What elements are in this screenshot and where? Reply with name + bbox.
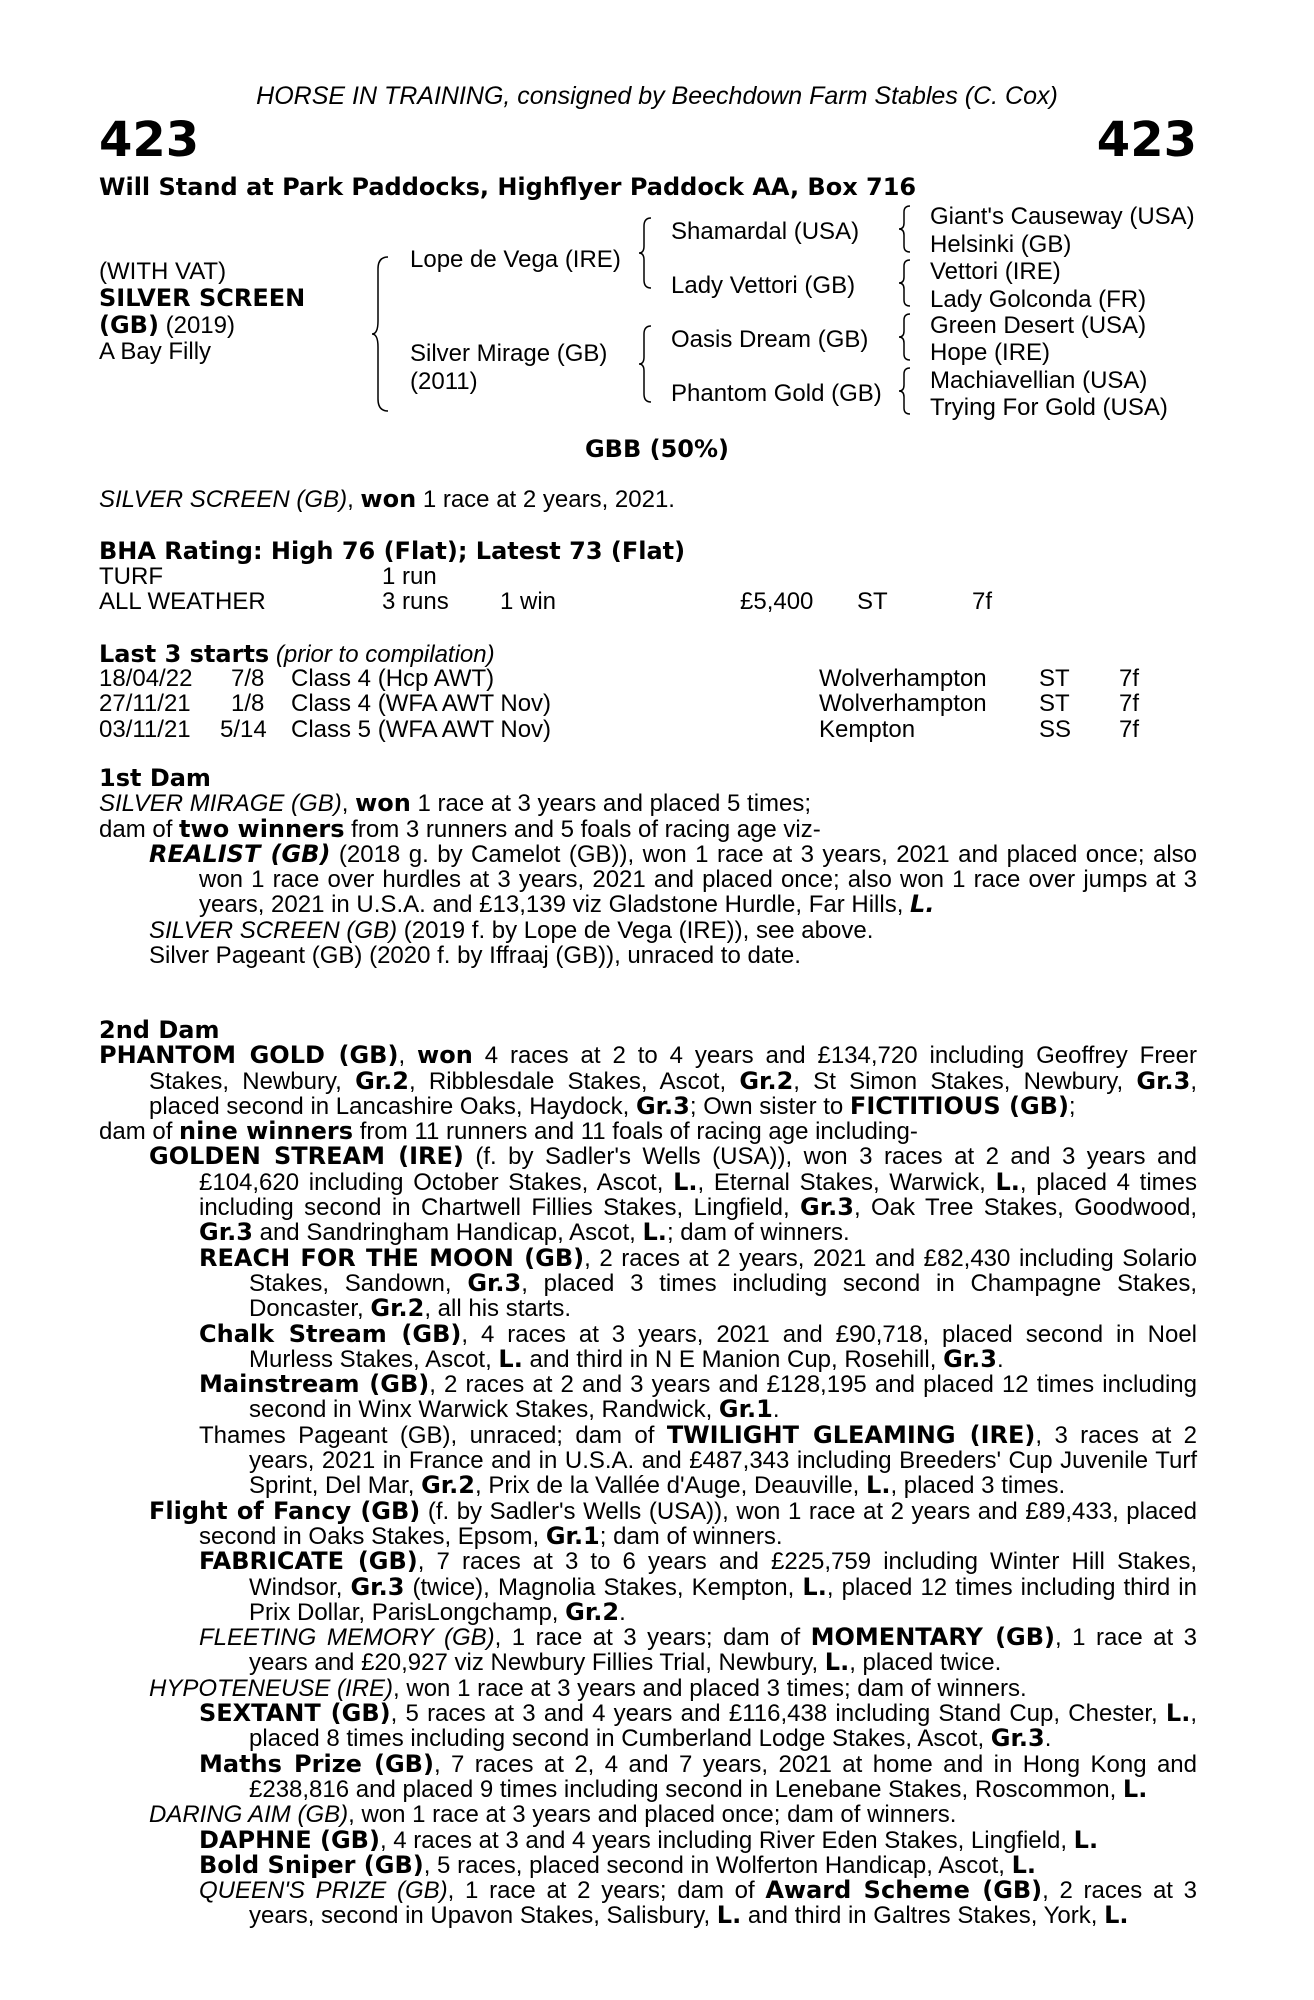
text-segment: L. [673,1167,698,1196]
text-segment: , 4 races at 3 and 4 years including River Eden Stakes, Lingfield, [379,1826,1074,1854]
dam-entry [99,1625,1197,1676]
dam-entry [99,1144,1197,1245]
last-starts-title: Last 3 starts [99,640,270,668]
dam-entry [99,1549,1197,1625]
dam-entry [99,1496,1198,1550]
text-segment: L. [716,1901,742,1930]
aw-runs: 3 runs [382,588,449,615]
lot-number-left: 423 [99,112,200,168]
horse-year: (2019) [165,312,235,339]
text-segment: , Prix de la Vallée d'Auge, Deauville, [475,1472,867,1500]
dam-entry [99,1372,1197,1423]
aw-wins: 1 win [500,588,557,615]
table-row [99,665,1199,690]
lot-number-right: 423 [1096,112,1197,168]
last-starts-note: (prior to compilation) [275,641,495,668]
second-dam-heading: 2nd Dam [99,1016,220,1044]
second-dam-section [99,1018,1197,1929]
text-segment: L. [1165,1699,1191,1728]
summary-won: won [360,485,417,513]
horse-description: A Bay Filly [99,338,212,365]
vat-note: (WITH VAT) [99,258,227,285]
summary-text: 1 race at 2 years, 2021. [416,486,675,513]
pedigree-brace-dam [637,324,655,404]
start-race: Class 4 (WFA AWT Nov) [291,690,552,718]
dam-entry [99,1043,1197,1119]
text-segment: , placed 3 times. [890,1472,1066,1500]
text-segment: Gr.2 [739,1066,794,1095]
progeny-record: (2018 g. by Camelot (GB)), won 1 race at 3 years, 2021 and placed once; also won 1 race over hurdles at 3 years, 2021 and placed once; also won 1 race over jumps at 3 years, 2021 in U.S.A. and £13,139 viz Gladstone Hurdle, Far Hills, [199,840,1197,919]
turf-runs: 1 run [382,563,437,590]
text-segment: , Oak Tree Stakes, Goodwood, [853,1194,1197,1222]
dam-entry [99,1749,1197,1803]
text-segment: Gr.3 [350,1572,405,1601]
dam-entry [99,1243,1197,1323]
text-segment: , won 1 race at 3 years and placed 3 times; dam of winners. [393,1674,1027,1702]
text-segment: , 2 races at 2 and 3 years and £128,195 and placed 12 times including second in Winx Warwick Stakes, Randwick, [249,1371,1198,1424]
text-segment: L. [866,1471,891,1500]
progeny-name: REALIST (GB) [149,839,331,868]
pedigree-dam-dam: Phantom Gold (GB) [671,380,882,407]
pedigree-brace-dd [897,366,913,416]
text-segment: Gr.3 [467,1268,522,1297]
start-date: 18/04/22 [99,665,193,692]
text-segment: GOLDEN STREAM (IRE) [149,1142,464,1171]
progeny-record: (2019 f. by Lope de Vega (IRE)), see above. [397,916,874,944]
pedigree-dds: Machiavellian (USA) [930,367,1148,394]
dam-name: SILVER MIRAGE (GB) [99,790,342,818]
text-segment: Gr.3 [943,1344,997,1373]
aw-prize: £5,400 [740,588,814,615]
dam-entry [99,1878,1197,1929]
text-segment: Thames Pageant (GB), unraced; dam of [199,1421,667,1449]
text-segment: ; dam of winners. [666,1219,850,1247]
text-segment: , 7 races at 3 to 6 years and £225,759 including Winter Hill Stakes, Windsor, [249,1548,1197,1601]
text-segment: (f. by Sadler's Wells (USA)), won 3 races at 2 and 3 years and £104,620 including October Stakes, Ascot, [199,1143,1197,1196]
horse-origin: (GB) [99,311,159,339]
text-segment: , won 1 race at 3 years and placed once; dam of winners. [348,1801,957,1829]
text-segment: , placed 3 times including second in Champagne Stakes, Doncaster, [249,1269,1197,1323]
text-segment: L. [995,1167,1020,1196]
start-course: Wolverhampton [819,665,987,692]
text-segment: , St Simon Stakes, Newbury, [793,1067,1137,1095]
pedigree-sire: Lope de Vega (IRE) [410,246,621,273]
dam-entry [99,1319,1198,1373]
text-segment: L. [642,1218,667,1247]
start-surface: ST [1039,665,1070,692]
turf-label: TURF [99,563,163,590]
horse-origin-year [99,311,235,340]
pedigree-sire-sire: Shamardal (USA) [671,218,860,245]
text-segment: , 2 races at 2 years, 2021 and £82,430 including Solario Stakes, Sandown, [249,1244,1197,1297]
text-segment: L. [802,1572,827,1601]
dam-entry [99,1802,1197,1827]
text-segment: ; dam of winners. [599,1522,783,1550]
first-dam-line: SILVER MIRAGE (GB), won 1 race at 3 years and placed 5 times; [99,789,812,818]
start-position: 7/8 [231,665,265,692]
text-segment: Flight of Fancy (GB) [149,1496,421,1525]
start-position: 5/14 [220,715,267,743]
dam-entry [99,1420,1197,1500]
pedigree-dam: Silver Mirage (GB) [410,340,608,367]
text-segment: FICTITIOUS (GB) [849,1091,1069,1120]
text-segment: Gr.2 [421,1471,475,1500]
start-surface: ST [1039,690,1070,718]
text-segment: , Eternal Stakes, Warwick, [697,1168,996,1196]
race-summary: SILVER SCREEN (GB), won 1 race at 2 years, 2021. [99,485,675,513]
pedigree-dam-year: (2011) [410,368,478,395]
gbb-percentage: GBB (50%) [584,435,730,463]
text-segment: DAPHNE (GB) [199,1825,380,1854]
aw-label: ALL WEATHER [99,588,266,615]
text-segment: Award Scheme (GB) [765,1876,1043,1905]
pedigree-sire-dam: Lady Vettori (GB) [671,272,856,299]
text-segment: , 1 race at 2 years; dam of [447,1877,766,1905]
text-segment: Gr.2 [355,1066,409,1095]
start-date: 27/11/21 [99,690,191,718]
text-segment: SEXTANT (GB) [199,1699,391,1728]
progeny-silver-screen [99,918,1197,943]
text-segment: L. [498,1344,523,1373]
text-segment: Gr.3 [800,1193,854,1222]
text-segment: (twice), Magnolia Stakes, Kempton, [404,1573,803,1601]
start-course: Wolverhampton [819,690,987,718]
pedigree-brace-sire [637,216,655,290]
dam-entry [99,1825,1197,1854]
text-segment: , placed second in Lancashire Oaks, Haydock, [149,1067,1197,1120]
text-segment: , placed 12 times including third in Prix Dollar, ParisLongchamp, [249,1573,1197,1626]
start-surface: SS [1039,715,1072,743]
text-segment: . [1044,1725,1052,1753]
dam-entry [99,1850,1197,1879]
pedigree-dsd: Hope (IRE) [930,339,1051,366]
text-segment: PHANTOM GOLD (GB) [99,1041,399,1070]
text-segment: Gr.1 [545,1521,600,1550]
text-segment: from 11 runners and 11 foals of racing age including- [353,1118,918,1146]
pedigree-dss: Green Desert (USA) [930,312,1147,339]
text-segment: and third in N E Manion Cup, Rosehill, [522,1345,944,1373]
text-segment: Mainstream (GB) [199,1370,430,1399]
text-segment: Gr.1 [718,1395,773,1424]
text-segment: HYPOTENEUSE (IRE) [149,1674,394,1702]
text-segment: , placed twice. [849,1649,1002,1677]
text-segment: , 3 races at 2 years, 2021 in France and in U.S.A. and £487,343 including Breeders' Cup Juvenile Turf Sprint, Del Mar, [249,1421,1197,1500]
winners-count: two winners [179,814,345,843]
text-segment: . [772,1396,780,1424]
first-dam-heading: 1st Dam [99,764,211,792]
text-segment: Gr.3 [199,1218,253,1247]
horse-name: SILVER SCREEN [99,284,306,312]
text-segment: Bold Sniper (GB) [199,1850,424,1879]
text-segment: MOMENTARY (GB) [810,1623,1055,1652]
consignment-line: HORSE IN TRAINING, consigned by Beechdown Farm Stables (C. Cox) [256,82,1058,110]
text-segment: , 2 races at 3 years, second in Upavon Stakes, Salisbury, [249,1877,1197,1930]
first-dam-progeny-line [99,814,1197,843]
text-segment: Gr.3 [635,1091,690,1120]
pedigree-brace-ss [897,204,913,254]
grade: L. [910,890,935,919]
text-segment: Maths Prize (GB) [199,1749,434,1778]
text-segment: and Sandringham Handicap, Ascot, [252,1219,643,1247]
text-segment: DARING AIM (GB) [149,1801,349,1829]
text: dam of [99,815,180,843]
pedigree-brace-sd [897,258,913,308]
text-segment: , 4 races at 3 years, 2021 and £90,718, placed second in Noel Murless Stakes, Ascot, [249,1320,1198,1373]
start-race: Class 5 (WFA AWT Nov) [291,715,552,743]
text-segment: L. [824,1648,850,1677]
won-label: won [355,789,411,818]
text-segment: , Ribblesdale Stakes, Ascot, [409,1067,740,1095]
text-segment: , 5 races at 3 and 4 years and £116,438 including Stand Cup, Chester, [390,1700,1166,1728]
text-segment: QUEEN'S PRIZE (GB) [199,1877,448,1905]
start-course: Kempton [819,715,916,743]
pedigree-brace-ds [897,312,913,362]
table-row [99,690,1199,718]
pedigree-ssd: Helsinki (GB) [930,231,1072,258]
start-race: Class 4 (Hcp AWT) [291,665,495,692]
pedigree-sds: Vettori (IRE) [930,258,1061,285]
dam-entry [99,1119,1197,1144]
text-segment: Gr.2 [565,1597,620,1626]
pedigree-ddd: Trying For Gold (USA) [930,394,1168,421]
dam-record: 1 race at 3 years and placed 5 times; [410,790,812,818]
first-dam-section [99,766,1197,968]
text-segment: ; [1068,1092,1076,1120]
start-distance: 7f [1119,690,1140,718]
bha-rating: BHA Rating: High 76 (Flat); Latest 73 (Flat) [99,537,686,565]
text-segment: , 5 races, placed second in Wolferton Handicap, Ascot, [423,1851,1012,1879]
text-segment: L. [1011,1850,1037,1879]
text-segment: , [398,1042,418,1070]
progeny-name: SILVER SCREEN (GB) [149,916,398,944]
text-segment: , 1 race at 3 years; dam of [494,1624,811,1652]
table-row [99,716,1199,741]
aw-surface: ST [857,588,888,615]
progeny-realist [99,839,1197,919]
pedigree-sss: Giant's Causeway (USA) [930,203,1195,230]
text-segment: . [997,1345,1004,1373]
text-segment: , placed 4 times including second in Chartwell Fillies Stakes, Lingfield, [199,1168,1198,1222]
stand-location: Will Stand at Park Paddocks, Highflyer Paddock AA, Box 716 [99,173,917,201]
text-segment: (f. by Sadler's Wells (USA)), won 1 race at 2 years and £89,433, placed second in Oaks Stakes, Epsom, [199,1497,1198,1550]
text-segment: L. [1073,1825,1099,1854]
start-position: 1/8 [231,690,265,718]
dam-entry [99,1676,1197,1701]
text-segment: . [619,1598,626,1626]
text-segment: , placed 8 times including second in Cumberland Lodge Stakes, Ascot, [249,1700,1197,1753]
text-segment: dam of [99,1118,180,1146]
text-segment: L. [1104,1901,1129,1930]
text-segment: won [417,1041,473,1070]
text-segment: Gr.3 [1136,1066,1191,1095]
text-segment: , 7 races at 2, 4 and 7 years, 2021 at home and in Hong Kong and £238,816 and placed 9 times including second in Lenebane Stakes, Roscommon, [249,1750,1197,1803]
start-distance: 7f [1119,665,1140,692]
summary-name: SILVER SCREEN (GB) [99,486,348,513]
start-distance: 7f [1119,715,1140,743]
text-segment: Chalk Stream (GB) [199,1319,462,1348]
text: from 3 runners and 5 foals of racing age viz- [344,815,821,843]
text-segment: , 1 race at 3 years and £20,927 viz Newbury Fillies Trial, Newbury, [249,1624,1197,1677]
progeny-silver-pageant: Silver Pageant (GB) (2020 f. by Iffraaj (GB)), unraced to date. [149,942,801,970]
text-segment: , all his starts. [424,1295,572,1323]
aw-distance: 7f [972,588,993,615]
pedigree-sdd: Lady Golconda (FR) [930,286,1147,313]
pedigree-brace-main [370,255,392,413]
dam-entry [99,1701,1197,1752]
pedigree-dam-sire: Oasis Dream (GB) [671,326,869,353]
text-segment: and third in Galtres Stakes, York, [741,1902,1105,1930]
text-segment: nine winners [179,1117,354,1146]
text-segment: TWILIGHT GLEAMING (IRE) [666,1420,1036,1449]
text-segment: Gr.2 [370,1294,425,1323]
text-segment: Gr.3 [990,1724,1045,1753]
text-segment: REACH FOR THE MOON (GB) [199,1243,585,1272]
text-segment: FABRICATE (GB) [199,1547,418,1576]
text-segment: FLEETING MEMORY (GB) [199,1624,495,1652]
text-segment: 4 races at 2 to 4 years and £134,720 including Geoffrey Freer Stakes, Newbury, [149,1042,1197,1095]
text-segment: L. [1122,1774,1148,1803]
start-date: 03/11/21 [99,715,191,743]
text-segment: ; Own sister to [689,1092,850,1120]
last-starts-table [99,665,1199,741]
